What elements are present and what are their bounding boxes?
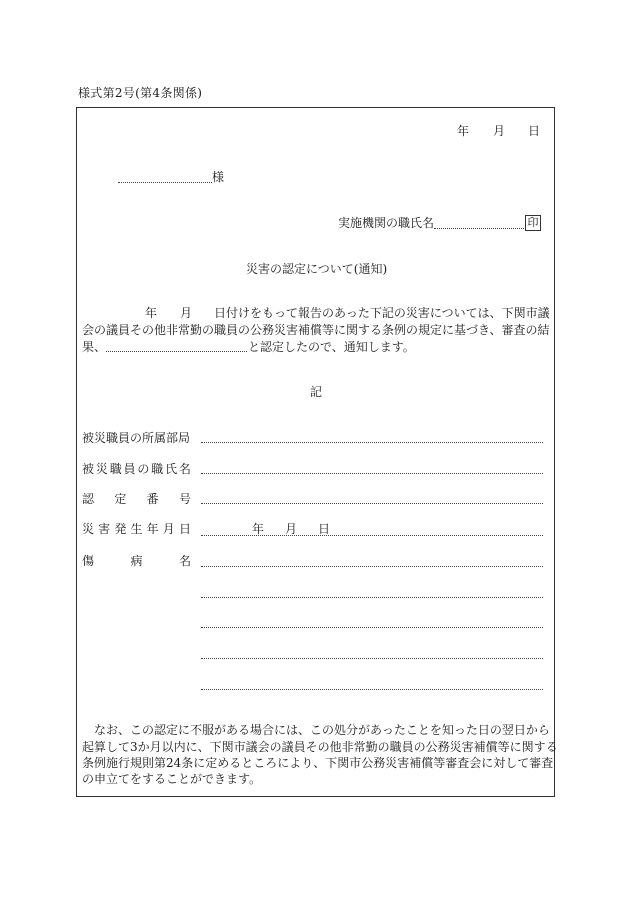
field-label-injury: 傷 病 名 [82,554,191,568]
injury-field-line-2[interactable] [201,597,543,598]
employee-name-field[interactable] [201,473,543,474]
notice-line-1: なお、この認定に不服がある場合には、この処分があったことを知った日の翌日から [94,723,550,737]
addressee-field[interactable] [118,182,212,183]
notice-line-3: 条例施行規則第24条に定めるところにより、下関市公務災害補償等審査会に対して審査 [82,756,554,770]
accident-day-label: 日 [318,522,331,536]
field-label-accident-date: 災 害 発 生 年 月 日 [82,522,191,536]
field-label-name: 被 災 職 員 の 職 氏 名 [82,462,191,476]
date-day-label: 日 [528,124,541,138]
accident-month-label: 月 [285,522,298,536]
body-line-1: 日付けをもって報告のあった下記の災害については、下関市議 [214,306,550,320]
determination-field[interactable] [106,351,247,352]
notice-line-2: 起算して3か月以内に、下関市議会の議員その他非常勤の職員の公務災害補償等に関する [82,740,558,754]
notice-line-4: の申立てをすることができます。 [82,772,262,786]
date-year-label: 年 [457,124,470,138]
accident-year-label: 年 [252,522,265,536]
document-title: 災害の認定について(通知) [246,262,388,276]
cert-number-field[interactable] [201,503,543,504]
injury-field-line-4[interactable] [201,658,543,659]
field-label-cert-number: 認 定 番 号 [82,492,191,506]
issuer-name-field[interactable] [434,228,524,229]
form-frame [76,107,555,797]
injury-field-line-3[interactable] [201,627,543,628]
body-line-3-start: 果、 [82,340,107,354]
form-number-label: 様式第2号(第4条関係) [78,86,203,100]
department-field[interactable] [201,442,543,443]
body-line-3-end: と認定したので、通知します。 [248,340,415,354]
seal-mark: 印 [525,215,541,231]
injury-field-line-1[interactable] [201,566,543,567]
date-month-label: 月 [493,124,506,138]
addressee-suffix: 様 [212,170,225,184]
accident-date-field[interactable] [201,535,543,536]
report-month-label: 月 [180,306,193,320]
issuer-label: 実施機関の職氏名 [338,216,435,230]
injury-field-line-5[interactable] [201,689,543,690]
report-year-label: 年 [145,306,158,320]
ki-heading: 記 [310,385,323,399]
field-label-department: 被災職員の所属部局 [82,431,191,445]
body-line-2: 会の議員その他非常勤の職員の公務災害補償等に関する条例の規定に基づき、審査の結 [82,323,550,337]
